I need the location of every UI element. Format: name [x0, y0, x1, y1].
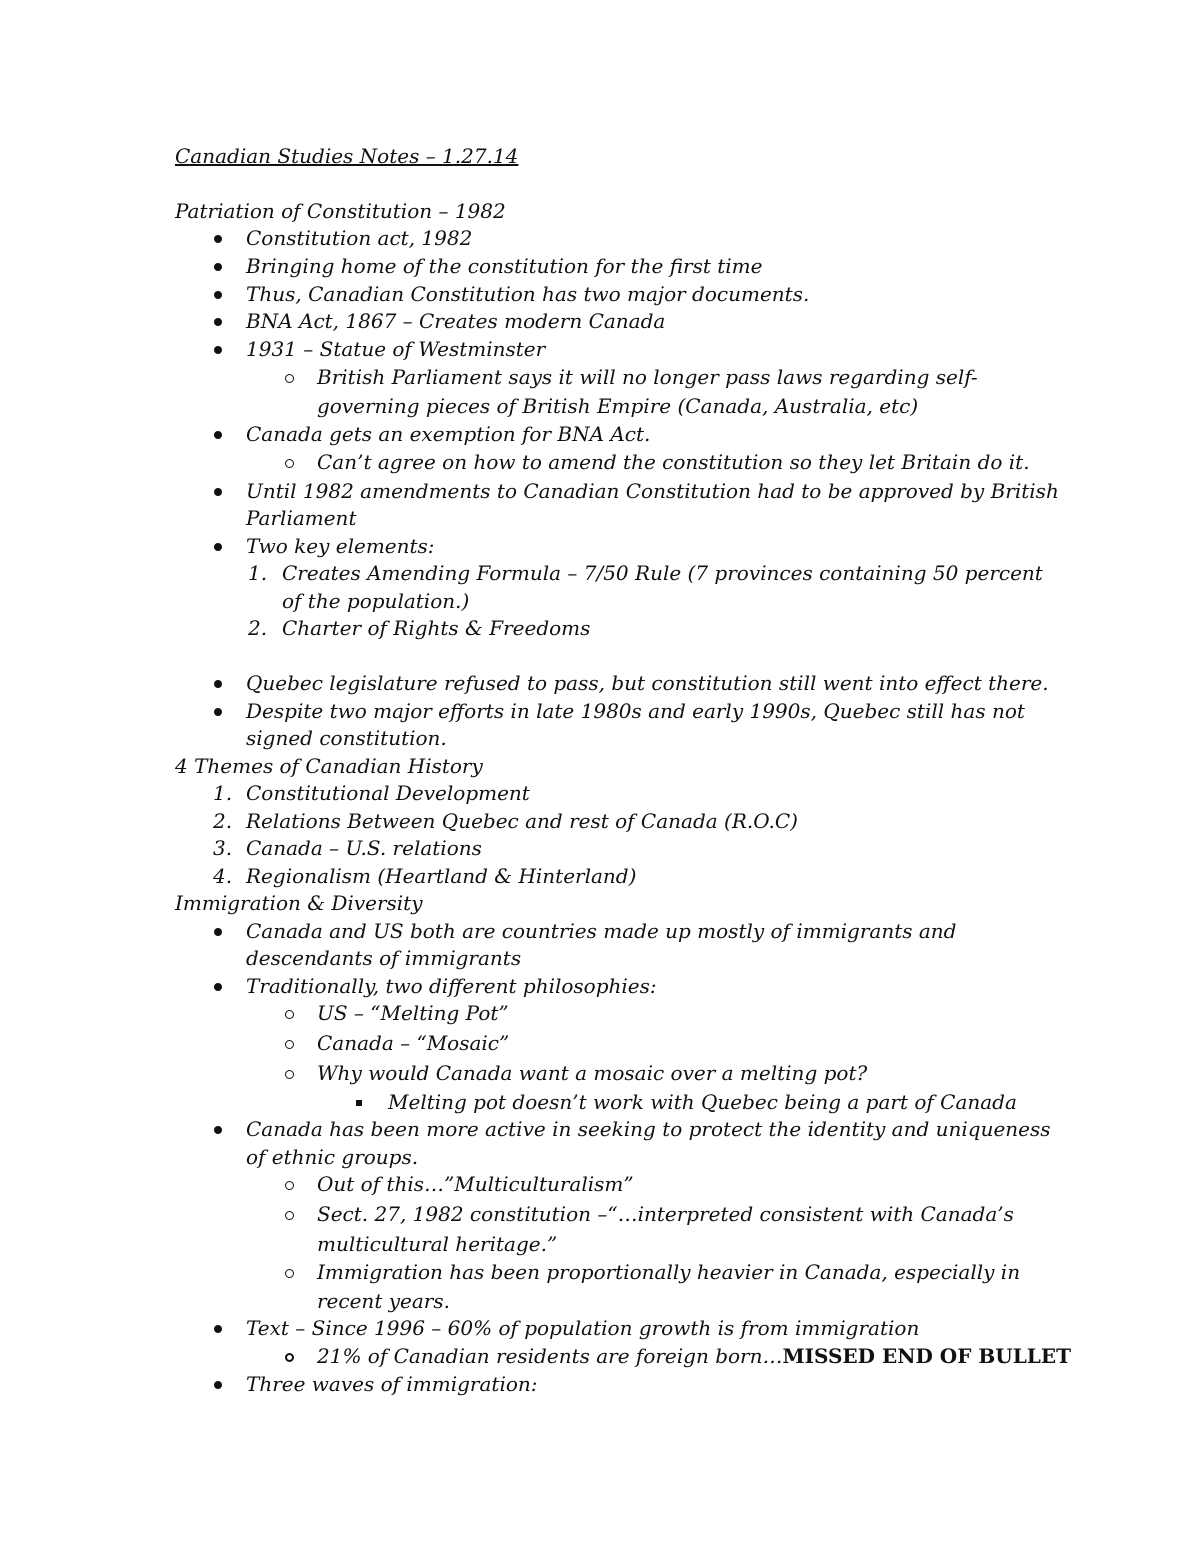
sub-bullet-text: recent years. [317, 1289, 450, 1313]
bullet-text: Parliament [246, 506, 357, 530]
sub-bullet-text [317, 1342, 1071, 1370]
bullet-text: descendants of immigrants [246, 946, 522, 970]
bullet-icon [214, 291, 222, 299]
themes-heading: 4 Themes of Canadian History [175, 754, 483, 778]
bullet-icon [214, 263, 222, 271]
bullet-text: Quebec legislature refused to pass, but constitution still went into effect there. [246, 671, 1049, 695]
circle-bullet-icon [285, 1269, 294, 1278]
bullet-icon [214, 1126, 222, 1134]
doc-title: Canadian Studies Notes – 1.27.14 [175, 144, 519, 168]
bullet-icon [214, 983, 222, 991]
sub-bullet-text: Sect. 27, 1982 constitution –“…interpreted consistent with Canada’s [317, 1202, 1014, 1226]
bullet-text: BNA Act, 1867 – Creates modern Canada [246, 309, 666, 333]
numbered-text: Relations Between Quebec and rest of Canada (R.O.C) [246, 809, 798, 833]
bullet-text: Canada gets an exemption for BNA Act. [246, 422, 651, 446]
bullet-icon [214, 1381, 222, 1389]
circle-bullet-icon [285, 1040, 294, 1049]
circle-bullet-icon [285, 1353, 294, 1362]
bullet-text: signed constitution. [246, 726, 447, 750]
numbered-text: Constitutional Development [246, 781, 530, 805]
item-number: 2. [248, 616, 268, 640]
sub-bullet-text: US – “Melting Pot” [317, 1001, 509, 1025]
patriation-heading: Patriation of Constitution – 1982 [175, 199, 506, 223]
sub-bullet-text: Can’t agree on how to amend the constitution so they let Britain do it. [317, 450, 1030, 474]
bullet-icon [214, 543, 222, 551]
bullet-icon [214, 346, 222, 354]
bullet-text: Until 1982 amendments to Canadian Constitution had to be approved by British [246, 479, 1059, 503]
item-number: 3. [213, 836, 233, 860]
bullet-icon [214, 235, 222, 243]
sub-bullet-text: multicultural heritage.” [317, 1232, 558, 1256]
circle-bullet-icon [285, 459, 294, 468]
bullet-icon [214, 1325, 222, 1333]
circle-bullet-icon [285, 1010, 294, 1019]
bullet-icon [214, 680, 222, 688]
numbered-text: Charter of Rights & Freedoms [282, 616, 591, 640]
bullet-icon [214, 318, 222, 326]
sub-bullet-text: Immigration has been proportionally heavier in Canada, especially in [317, 1260, 1021, 1284]
bullet-icon [214, 928, 222, 936]
bullet-text: 1931 – Statue of Westminster [246, 337, 546, 361]
sub-bullet-text: Why would Canada want a mosaic over a melting pot? [317, 1061, 868, 1085]
circle-bullet-icon [285, 374, 294, 383]
sub-sub-bullet-text: Melting pot doesn’t work with Quebec being a part of Canada [388, 1090, 1017, 1114]
bullet-text: Despite two major efforts in late 1980s and early 1990s, Quebec still has not [246, 699, 1025, 723]
numbered-text: of the population.) [282, 589, 470, 613]
square-bullet-icon [356, 1100, 362, 1106]
bullet-text: Canada and US both are countries made up mostly of immigrants and [246, 919, 957, 943]
bullet-text: Two key elements: [246, 534, 435, 558]
item-number: 4. [213, 864, 233, 888]
bullet-text: Bringing home of the constitution for the first time [246, 254, 763, 278]
sub-bullet-text: British Parliament says it will no longer pass laws regarding self- [317, 365, 978, 389]
bullet-text: Traditionally, two different philosophies: [246, 974, 657, 998]
bullet-text: Text – Since 1996 – 60% of population growth is from immigration [246, 1316, 920, 1340]
missed-note-bold: MISSED END OF BULLET [782, 1344, 1071, 1368]
immigration-heading: Immigration & Diversity [175, 891, 423, 915]
sub-bullet-text: Out of this…”Multiculturalism” [317, 1172, 634, 1196]
circle-bullet-icon [285, 1211, 294, 1220]
bullet-text: Canada has been more active in seeking to protect the identity and uniqueness [246, 1117, 1051, 1141]
sub-bullet-text-italic: 21% of Canadian residents are foreign born… [317, 1344, 783, 1368]
circle-bullet-icon [285, 1181, 294, 1190]
item-number: 2. [213, 809, 233, 833]
numbered-text: Creates Amending Formula – 7/50 Rule (7 provinces containing 50 percent [282, 561, 1043, 585]
bullet-icon [214, 488, 222, 496]
numbered-text: Canada – U.S. relations [246, 836, 482, 860]
sub-bullet-text: Canada – “Mosaic” [317, 1031, 510, 1055]
item-number: 1. [248, 561, 268, 585]
numbered-text: Regionalism (Heartland & Hinterland) [246, 864, 637, 888]
bullet-text: Thus, Canadian Constitution has two major documents. [246, 282, 810, 306]
bullet-icon [214, 708, 222, 716]
bullet-text: Three waves of immigration: [246, 1372, 538, 1396]
item-number: 1. [213, 781, 233, 805]
bullet-text: of ethnic groups. [246, 1145, 419, 1169]
bullet-icon [214, 431, 222, 439]
circle-bullet-icon [285, 1070, 294, 1079]
bullet-text: Constitution act, 1982 [246, 226, 473, 250]
sub-bullet-text: governing pieces of British Empire (Canada, Australia, etc) [317, 394, 919, 418]
